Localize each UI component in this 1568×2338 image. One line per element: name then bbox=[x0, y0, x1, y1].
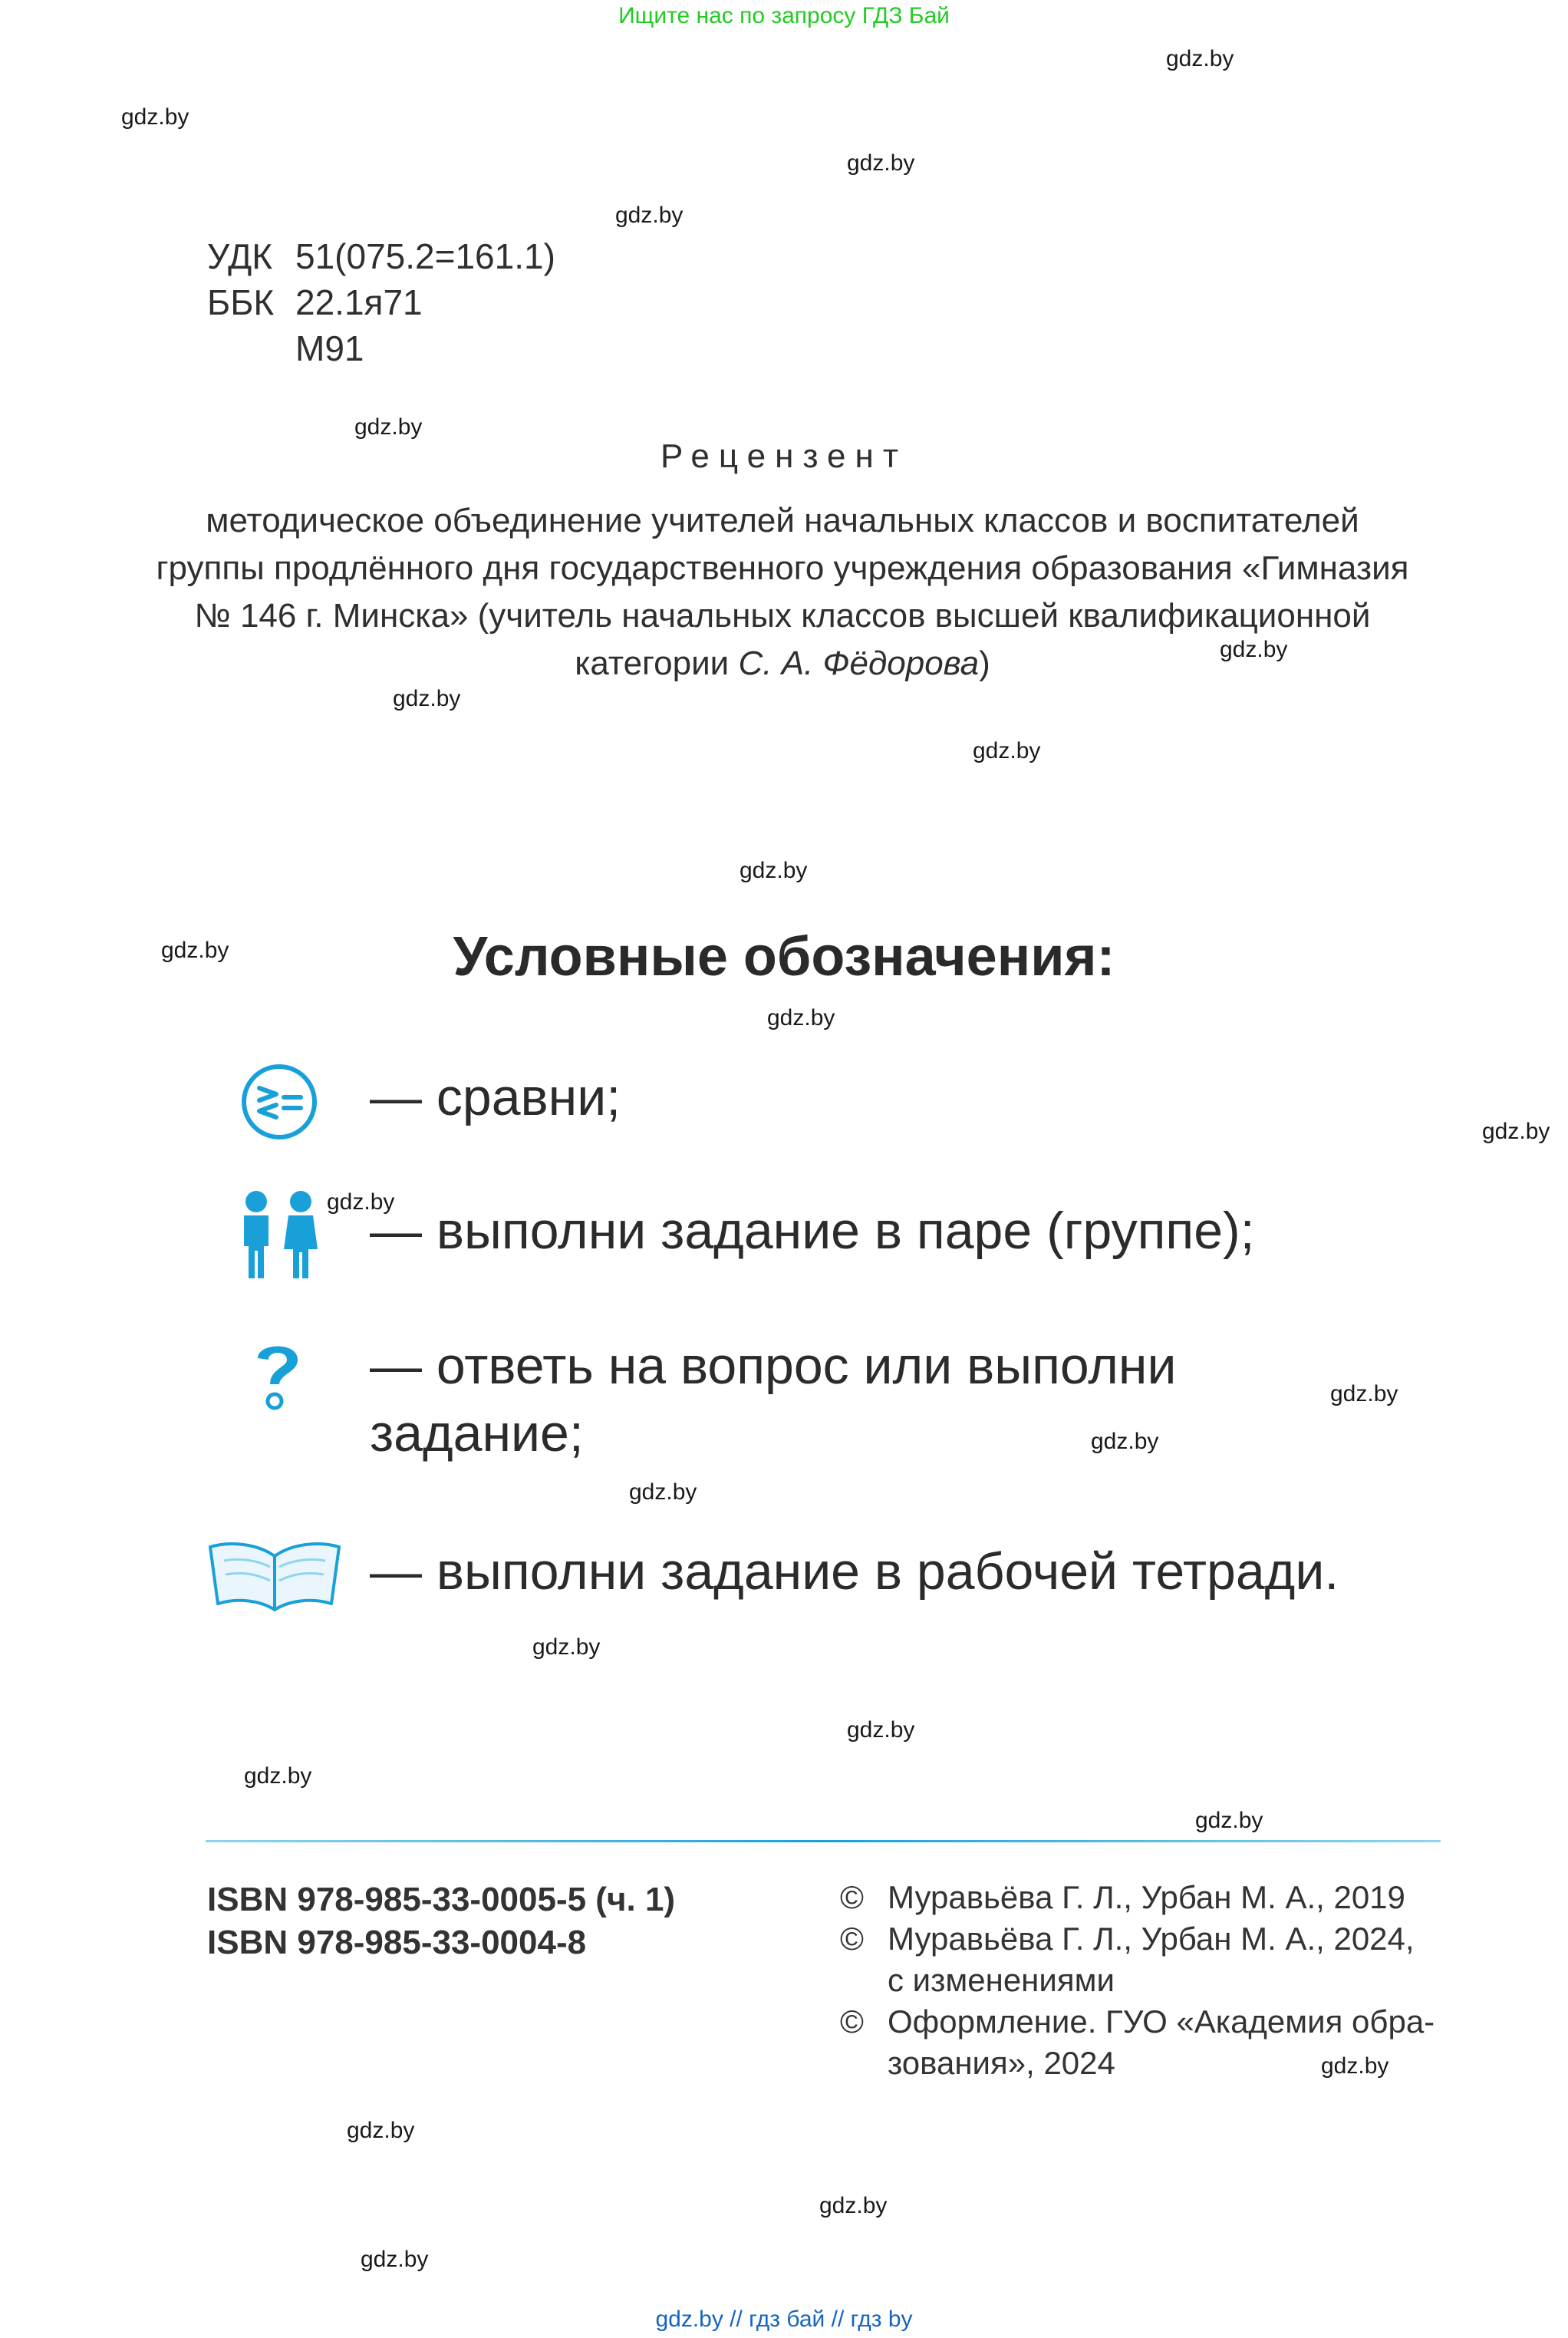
legend-item-compare: — сравни; bbox=[370, 1068, 621, 1126]
question-icon bbox=[247, 1337, 308, 1417]
watermark: gdz.by bbox=[819, 2193, 888, 2218]
watermark: gdz.by bbox=[1220, 637, 1288, 662]
watermark: gdz.by bbox=[615, 203, 684, 228]
legend-title: Условные обозначения: bbox=[453, 926, 1115, 988]
udk-value: 51(075.2=161.1) bbox=[295, 236, 555, 276]
author-mark: М91 bbox=[295, 328, 364, 368]
search-hint: Ищите нас по запросу ГДЗ Бай bbox=[618, 3, 950, 28]
watermark: gdz.by bbox=[1166, 46, 1234, 71]
watermark: gdz.by bbox=[327, 1189, 395, 1215]
isbn-block bbox=[207, 1878, 675, 1964]
author-mark-line bbox=[207, 325, 555, 371]
copyright-line: © Муравьёва Г. Л., Урбан М. А., 2024, bbox=[840, 1918, 1435, 1960]
watermark: gdz.by bbox=[347, 2118, 415, 2143]
reviewer-name: С. А. Фёдорова bbox=[738, 645, 980, 682]
copyright-symbol: © bbox=[840, 1921, 864, 1957]
bibliographic-codes bbox=[207, 233, 555, 371]
watermark: gdz.by bbox=[1195, 1808, 1263, 1833]
watermark: gdz.by bbox=[354, 414, 423, 440]
isbn-set: ISBN 978-985-33-0004-8 bbox=[207, 1924, 587, 1961]
legend-item-pair-work: — выполни задание в паре (группе); bbox=[370, 1202, 1255, 1260]
reviewer-closing: ) bbox=[979, 645, 990, 682]
watermark: gdz.by bbox=[1482, 1119, 1550, 1144]
compare-icon bbox=[239, 1062, 319, 1146]
bbk-line bbox=[207, 279, 555, 325]
udk-line bbox=[207, 233, 555, 279]
watermark: gdz.by bbox=[973, 738, 1041, 763]
reviewer-text bbox=[153, 497, 1412, 688]
watermark: gdz.by bbox=[629, 1479, 697, 1505]
divider-line bbox=[206, 1840, 1441, 1842]
udk-label: УДК bbox=[207, 236, 273, 276]
copyright-block bbox=[840, 1877, 1435, 2084]
reviewer-description: методическое объединение учителей начальных классов и воспитателей группы продлённого дня государственного учреждения образования «Гимназия № 146 г. Минска» (учитель начальных классов высшей квалификационной категории bbox=[156, 502, 1409, 682]
watermark: gdz.by bbox=[361, 2247, 429, 2272]
bbk-label: ББК bbox=[207, 282, 275, 322]
watermark: gdz.by bbox=[847, 150, 915, 176]
watermark: gdz.by bbox=[161, 938, 229, 963]
copyright-symbol: © bbox=[840, 1879, 864, 1915]
watermark: gdz.by bbox=[740, 858, 808, 883]
watermark: gdz.by bbox=[1091, 1429, 1159, 1454]
pair-work-icon bbox=[229, 1188, 328, 1284]
copyright-line-continuation: с изменениями bbox=[888, 1962, 1115, 1998]
copyright-line: © Оформление. ГУО «Академия обра- bbox=[840, 2001, 1435, 2043]
watermark: gdz.by bbox=[1330, 1381, 1398, 1406]
workbook-icon bbox=[204, 1530, 345, 1618]
watermark: gdz.by bbox=[1321, 2053, 1389, 2079]
watermark: gdz.by bbox=[532, 1634, 601, 1660]
watermark: gdz.by bbox=[393, 686, 461, 711]
bbk-value: 22.1я71 bbox=[295, 282, 423, 322]
watermark: gdz.by bbox=[121, 104, 189, 130]
watermark: gdz.by bbox=[847, 1717, 915, 1743]
legend-item-question: — ответь на вопрос или выполни задание; bbox=[370, 1337, 1177, 1462]
copyright-line: © Муравьёва Г. Л., Урбан М. А., 2019 bbox=[840, 1877, 1435, 1918]
copyright-symbol: © bbox=[840, 2003, 864, 2040]
bottom-links[interactable]: gdz.by // гдз бай // гдз by bbox=[655, 2307, 913, 2332]
legend-item-workbook: — выполни задание в рабочей тетради. bbox=[370, 1542, 1339, 1601]
copyright-line-continuation: зования», 2024 bbox=[888, 2045, 1115, 2081]
reviewer-heading: Рецензент bbox=[660, 437, 908, 475]
watermark: gdz.by bbox=[767, 1005, 835, 1031]
isbn-part-1: ISBN 978-985-33-0005-5 (ч. 1) bbox=[207, 1881, 676, 1918]
watermark: gdz.by bbox=[244, 1763, 312, 1789]
